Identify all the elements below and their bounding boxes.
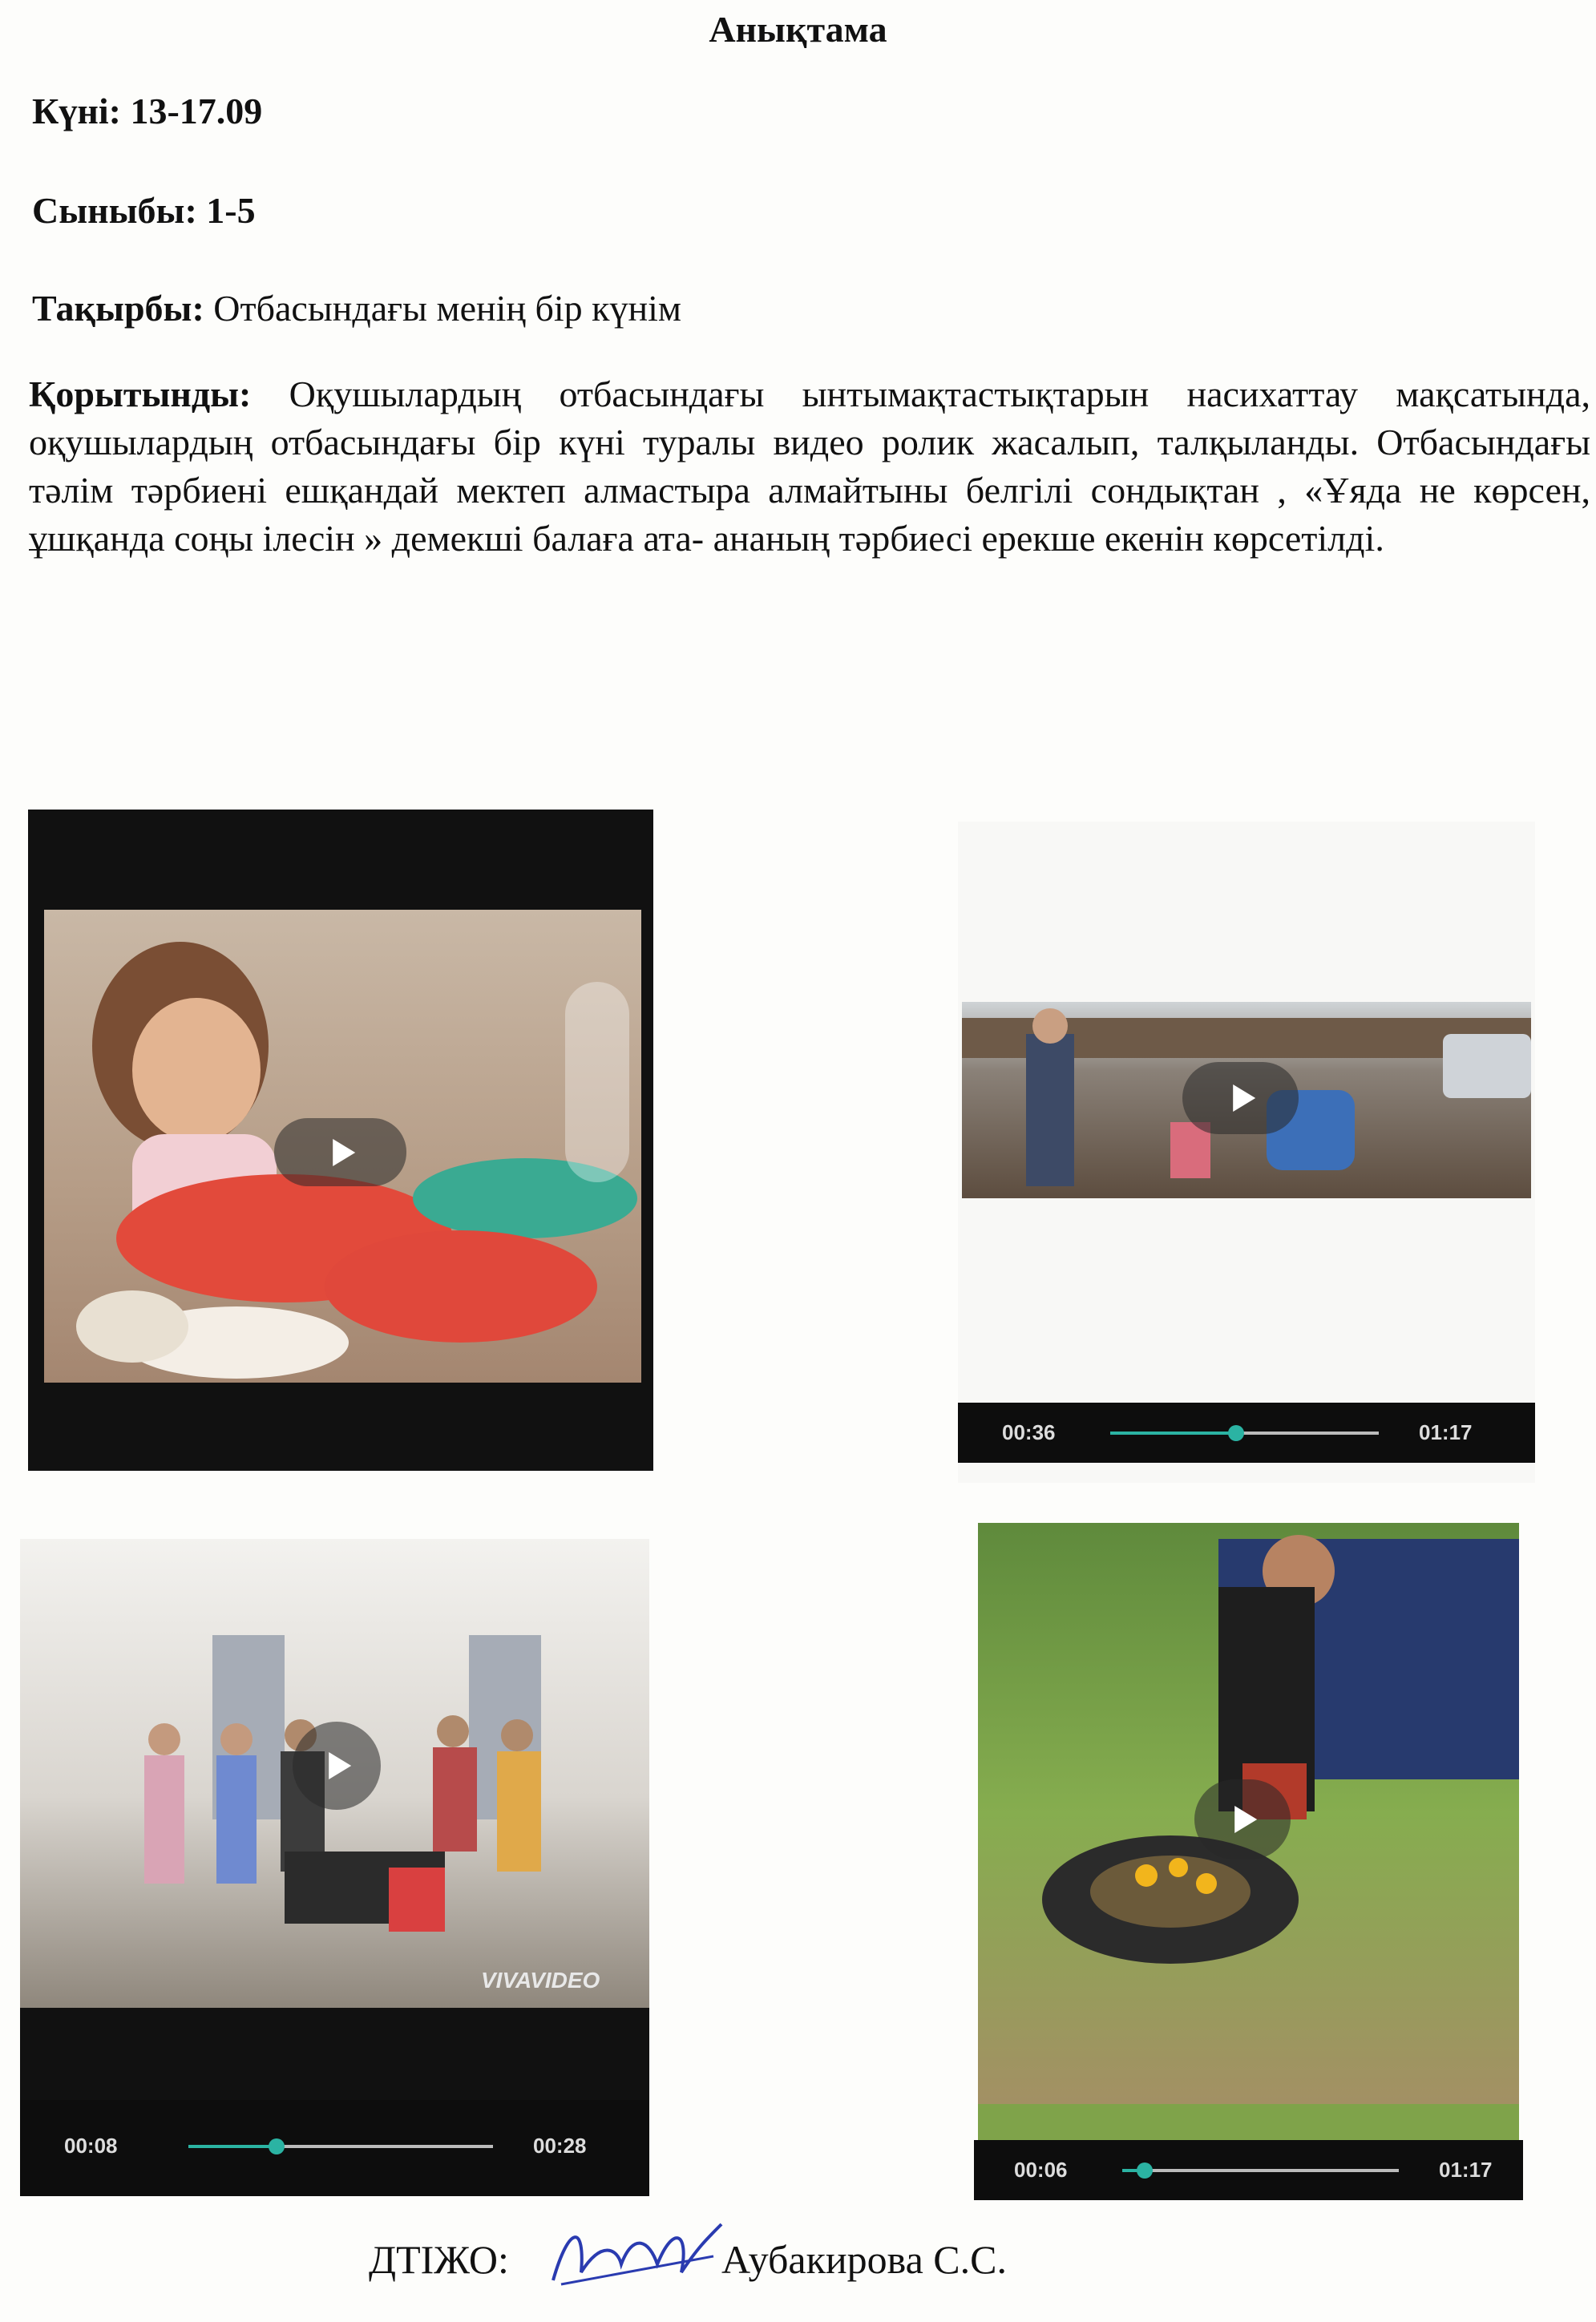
- progress-track[interactable]: [1122, 2169, 1399, 2172]
- watermark: VIVAVIDEO: [481, 1968, 600, 1993]
- video-thumbnail-2[interactable]: [958, 822, 1535, 1483]
- progress-fill: [1110, 1432, 1236, 1435]
- progress-track[interactable]: [188, 2145, 493, 2148]
- topic-label: Тақырбы:: [32, 288, 204, 329]
- play-icon[interactable]: [1194, 1779, 1291, 1860]
- video-controls: [958, 1403, 1535, 1463]
- date-line: [32, 90, 262, 132]
- current-time: 00:06: [1014, 2158, 1068, 2182]
- progress-knob[interactable]: [1228, 1425, 1244, 1441]
- grade-line: [32, 189, 256, 232]
- video-thumbnail-4[interactable]: [978, 1523, 1519, 2196]
- grade-value: 1-5: [206, 190, 256, 231]
- play-icon[interactable]: [274, 1118, 406, 1186]
- progress-track[interactable]: [1110, 1432, 1379, 1435]
- grade-label: Сыныбы:: [32, 190, 197, 231]
- signature: [545, 2208, 729, 2304]
- conclusion-label: Қорытынды:: [29, 374, 252, 414]
- play-icon[interactable]: [1182, 1062, 1299, 1134]
- video-thumbnail-3[interactable]: [20, 1539, 649, 2196]
- conclusion-text: Оқушылардың отбасындағы ынтымақтастықтарын насихаттау мақсатында, оқушылардың отбасындағы бір күні туралы видео ролик жасалып, талқыланды. Отбасындағы тәлім тәрбиені ешқандай мектеп алмастыра алмайтыны белгілі сондықтан , «Ұяда не көрсен, ұшқанда соңы ілесін » демекші балаға ата- ананың тәрбиесі ерекше екенін көрсетілді.: [29, 374, 1590, 559]
- play-icon[interactable]: [293, 1722, 381, 1810]
- date-value: 13-17.09: [130, 91, 263, 131]
- total-time: 00:28: [533, 2134, 587, 2158]
- video-thumbnail-1[interactable]: [28, 810, 653, 1471]
- topic-line: [32, 287, 681, 329]
- progress-knob[interactable]: [269, 2138, 285, 2154]
- progress-knob[interactable]: [1137, 2162, 1153, 2179]
- total-time: 01:17: [1419, 1420, 1473, 1444]
- date-label: Күні:: [32, 91, 121, 131]
- total-time: 01:17: [1439, 2158, 1493, 2182]
- topic-value: Отбасындағы менің бір күнім: [213, 288, 682, 329]
- current-time: 00:36: [1002, 1420, 1056, 1444]
- document-title: Анықтама: [709, 9, 887, 50]
- video-controls: [974, 2140, 1523, 2200]
- footer-name: Аубакирова С.С.: [721, 2237, 1007, 2282]
- current-time: 00:08: [64, 2134, 118, 2158]
- progress-fill: [188, 2145, 277, 2148]
- video-controls: [20, 2100, 649, 2196]
- conclusion-paragraph: [29, 370, 1590, 563]
- footer-label: ДТІЖО:: [369, 2237, 509, 2282]
